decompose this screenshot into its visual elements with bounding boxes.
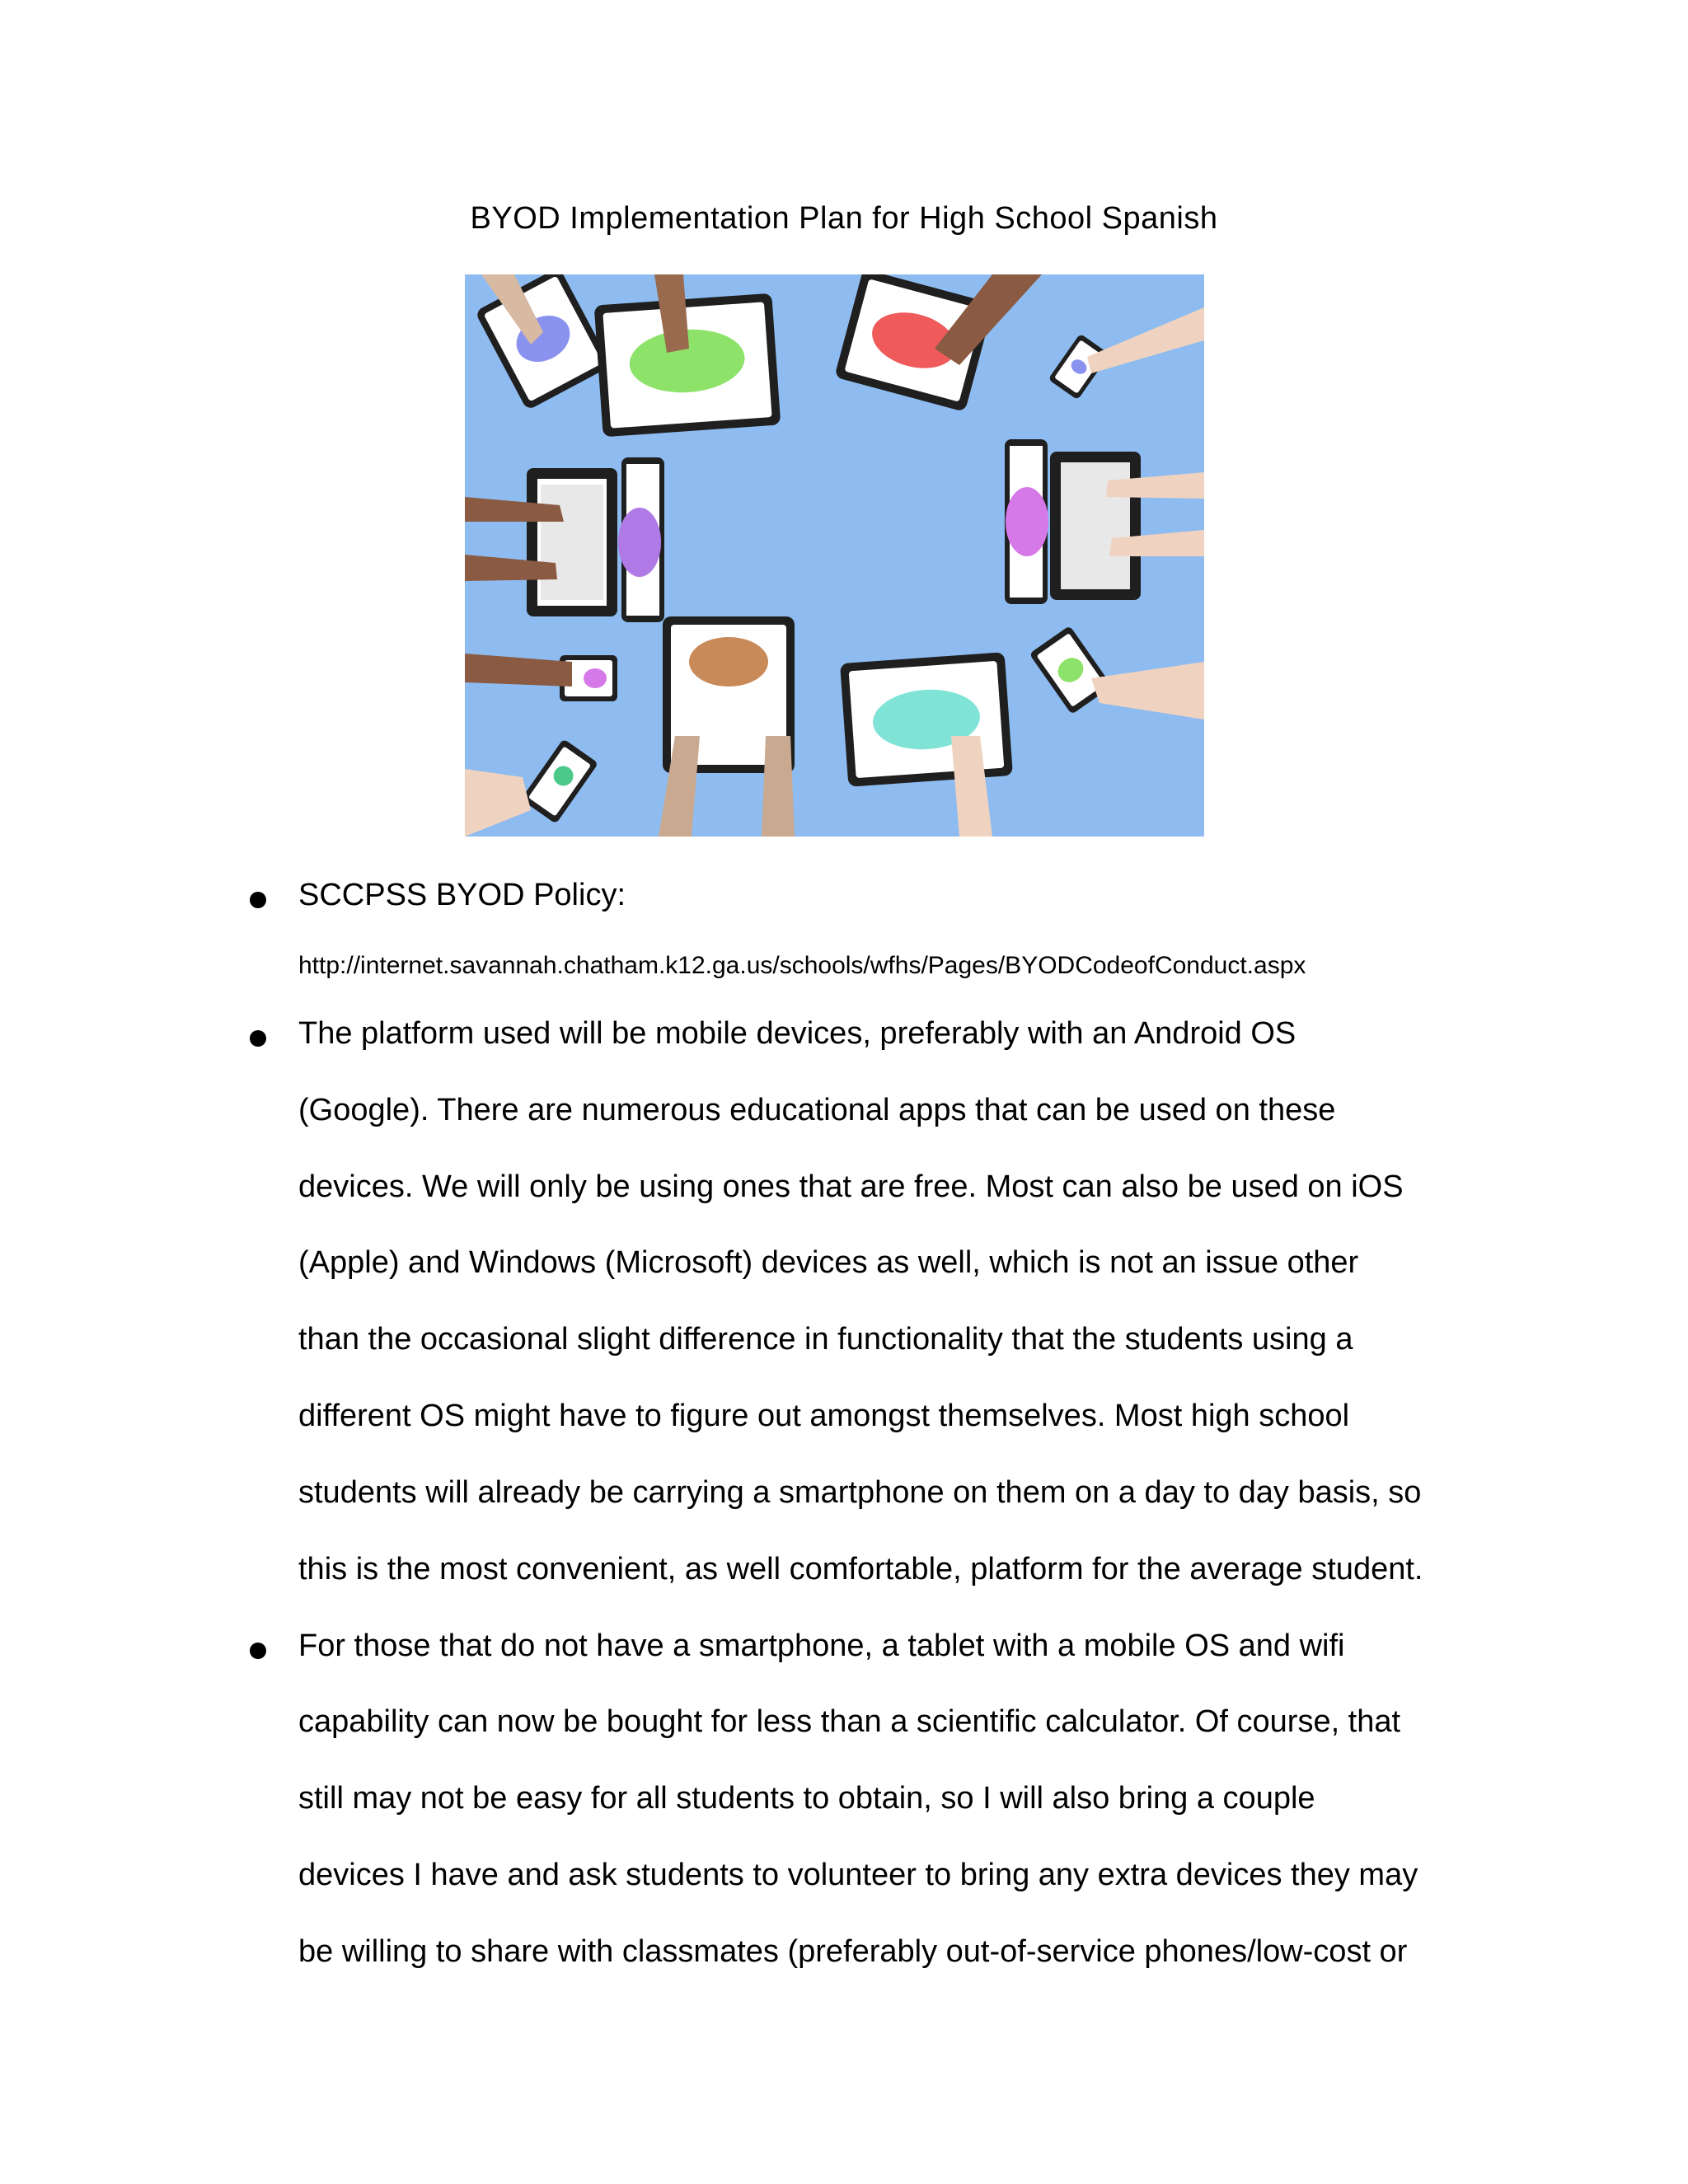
policy-url-link[interactable]: http://internet.savannah.chatham.k12.ga.us/schools/wfhs/Pages/BYODCodeofConduct.aspx (298, 952, 1306, 979)
paragraph-line: be willing to share with classmates (preferably out-of-service phones/low-cost or (298, 1934, 1408, 1969)
paragraph-line: devices I have and ask students to volunteer to bring any extra devices they may (298, 1858, 1418, 1892)
paragraph-line: devices. We will only be using ones that are free. Most can also be used on iOS (298, 1169, 1404, 1204)
paragraph-line: than the occasional slight difference in functionality that the students using a (298, 1322, 1353, 1357)
page-title: BYOD Implementation Plan for High School Spanish (470, 201, 1218, 236)
bullet-marker (250, 892, 266, 908)
paragraph-line: (Google). There are numerous educational apps that can be used on these (298, 1093, 1336, 1127)
paragraph-line: different OS might have to figure out amongst themselves. Most high school (298, 1399, 1350, 1433)
paragraph-line: students will already be carrying a smartphone on them on a day to day basis, so (298, 1475, 1422, 1510)
paragraph-line: this is the most convenient, as well comfortable, platform for the average student. (298, 1552, 1423, 1586)
bullet-marker (250, 1030, 266, 1047)
bullet-marker (250, 1643, 266, 1659)
paragraph-line: For those that do not have a smartphone, a tablet with a mobile OS and wifi (298, 1629, 1345, 1663)
paragraph-line: The platform used will be mobile devices, preferably with an Android OS (298, 1016, 1296, 1051)
paragraph-line: (Apple) and Windows (Microsoft) devices as well, which is not an issue other (298, 1245, 1359, 1280)
paragraph-line: capability can now be bought for less than a scientific calculator. Of course, that (298, 1704, 1401, 1739)
paragraph-line: still may not be easy for all students to obtain, so I will also bring a couple (298, 1781, 1315, 1816)
policy-label: SCCPSS BYOD Policy: (298, 878, 626, 912)
byod-illustration (465, 274, 1204, 837)
